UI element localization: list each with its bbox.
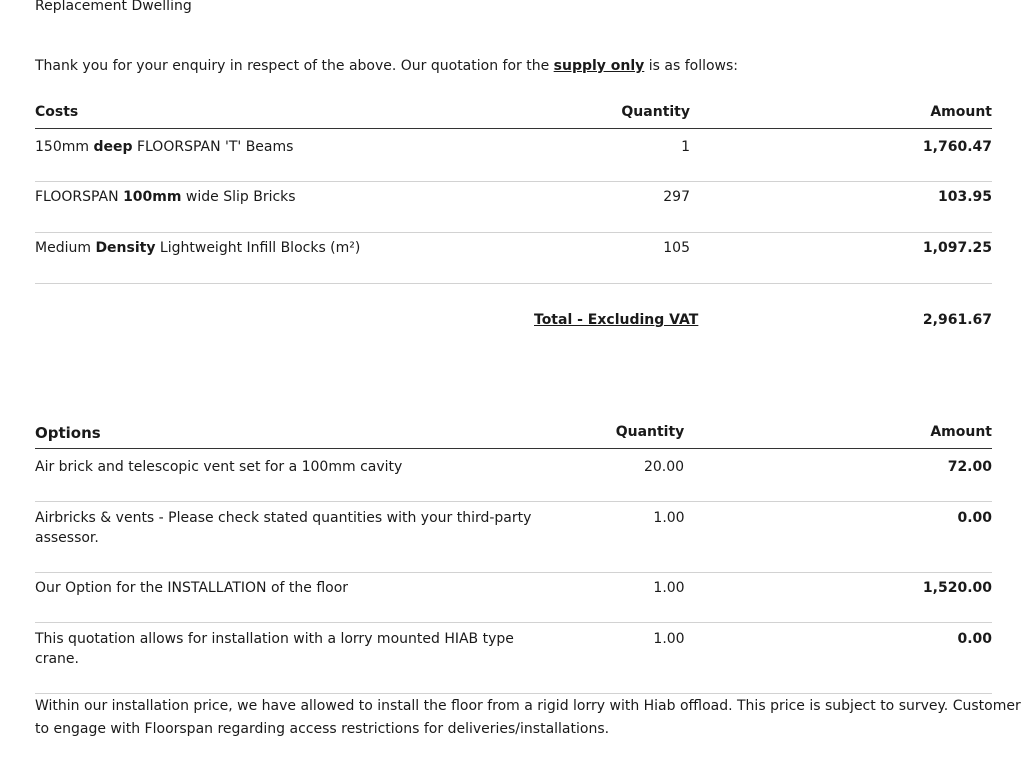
costs-row-amount: 1,760.47 xyxy=(922,139,992,155)
options-row-item-line1: This quotation allows for installation with a lorry mounted HIAB type xyxy=(35,631,514,647)
costs-row-text: Lightweight Infill Blocks (m²) xyxy=(155,240,361,256)
options-row-quantity: 1.00 xyxy=(653,631,685,647)
costs-row-text: Medium xyxy=(35,240,96,256)
costs-row-amount: 1,097.25 xyxy=(922,240,992,256)
options-row-quantity: 20.00 xyxy=(643,459,685,475)
options-row-amount: 0.00 xyxy=(957,510,992,526)
costs-row-item xyxy=(35,189,296,205)
costs-row-text: FLOORSPAN xyxy=(35,189,124,205)
footer-note-line2: to engage with Floorspan regarding access restrictions for deliveries/installations. xyxy=(35,721,610,737)
options-header-amount: Amount xyxy=(930,424,992,440)
row-divider xyxy=(35,572,992,573)
options-header-item: Options xyxy=(35,424,101,442)
row-divider xyxy=(35,232,992,233)
costs-header-item: Costs xyxy=(35,104,79,120)
project-title: Replacement Dwelling xyxy=(35,0,192,14)
footer-note-line1: Within our installation price, we have allowed to install the floor from a rigid lorry with Hiab offload. This price is subject to survey. Customer xyxy=(35,698,1021,714)
costs-row-bold: Density xyxy=(95,240,156,256)
costs-row-item xyxy=(35,139,293,155)
costs-row-text: FLOORSPAN 'T' Beams xyxy=(132,139,294,155)
costs-header-rule xyxy=(35,128,992,129)
row-divider xyxy=(35,693,992,694)
options-row-amount: 72.00 xyxy=(947,459,992,475)
options-header-rule xyxy=(35,448,992,449)
costs-row-text: 150mm xyxy=(35,139,94,155)
options-row-amount: 0.00 xyxy=(957,631,992,647)
total-amount: 2,961.67 xyxy=(922,312,992,328)
options-row-quantity: 1.00 xyxy=(653,580,685,596)
costs-row-item xyxy=(35,240,360,256)
costs-row-quantity: 105 xyxy=(663,240,690,256)
costs-row-quantity: 297 xyxy=(663,189,690,205)
costs-row-quantity: 1 xyxy=(681,139,690,155)
intro-before: Thank you for your enquiry in respect of the above. Our quotation for the xyxy=(35,58,554,74)
options-row-item: Air brick and telescopic vent set for a 100mm cavity xyxy=(35,459,403,475)
costs-row-amount: 103.95 xyxy=(937,189,992,205)
row-divider xyxy=(35,501,992,502)
costs-row-bold: deep xyxy=(93,139,133,155)
options-row-item-line2: crane. xyxy=(35,651,79,667)
options-row-quantity: 1.00 xyxy=(653,510,685,526)
options-row-item-line2: assessor. xyxy=(35,530,99,546)
row-divider xyxy=(35,283,992,284)
intro-after: is as follows: xyxy=(644,58,739,74)
row-divider xyxy=(35,181,992,182)
options-row-item: Our Option for the INSTALLATION of the floor xyxy=(35,580,349,596)
costs-row-bold: 100mm xyxy=(123,189,182,205)
costs-header-quantity: Quantity xyxy=(621,104,690,120)
costs-header-amount: Amount xyxy=(930,104,992,120)
intro-emphasis: supply only xyxy=(553,58,645,74)
options-row-amount: 1,520.00 xyxy=(922,580,992,596)
costs-row-text: wide Slip Bricks xyxy=(181,189,296,205)
total-label: Total - Excluding VAT xyxy=(534,312,699,328)
options-row-item-line1: Airbricks & vents - Please check stated quantities with your third-party xyxy=(35,510,532,526)
row-divider xyxy=(35,622,992,623)
options-header-quantity: Quantity xyxy=(615,424,685,440)
intro-text xyxy=(35,58,738,74)
